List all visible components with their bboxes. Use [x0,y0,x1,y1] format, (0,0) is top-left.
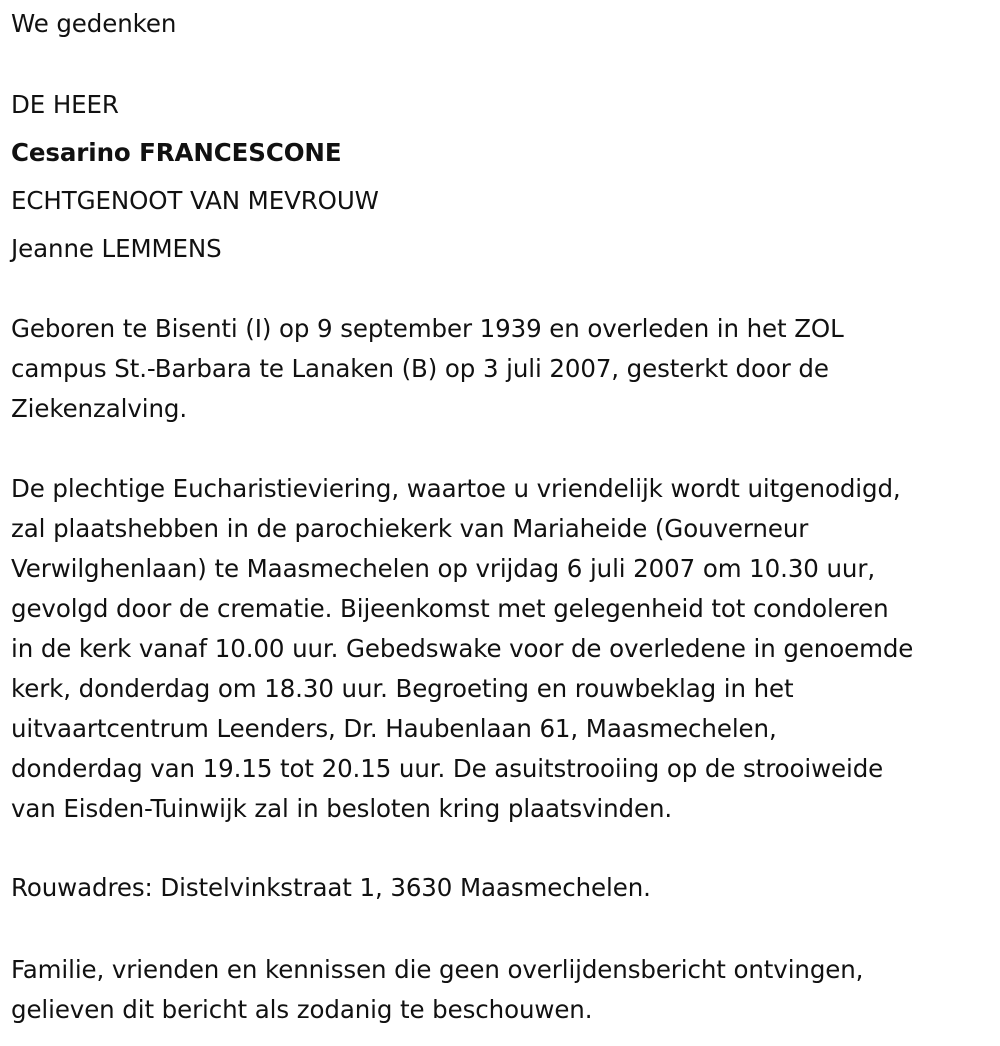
paragraph-line: Familie, vrienden en kennissen die geen overlijdensbericht ontvingen, [11,955,864,984]
address-paragraph [11,868,996,908]
paragraph-line: uitvaartcentrum Leenders, Dr. Haubenlaan 61, Maasmechelen, [11,714,777,743]
paragraph-line: kerk, donderdag om 18.30 uur. Begroeting en rouwbeklag in het [11,674,794,703]
paragraph-line: De plechtige Eucharistieviering, waartoe u vriendelijk wordt uitgenodigd, [11,474,901,503]
paragraph-line: gelieven dit bericht als zodanig te beschouwen. [11,995,593,1024]
paragraph-line: Geboren te Bisenti (I) op 9 september 1939 en overleden in het ZOL [11,314,844,343]
paragraph-line: in de kerk vanaf 10.00 uur. Gebedswake voor de overledene in genoemde [11,634,914,663]
mourning-address: Rouwadres: Distelvinkstraat 1, 3630 Maasmechelen. [11,873,651,902]
birth-death-paragraph [11,309,996,429]
honorific-title: DE HEER [11,90,119,119]
intro-text: We gedenken [11,9,177,38]
paragraph-line: campus St.-Barbara te Lanaken (B) op 3 juli 2007, gesterkt door de [11,354,829,383]
paragraph-line: zal plaatshebben in de parochiekerk van Mariaheide (Gouverneur [11,514,809,543]
paragraph-line: donderdag van 19.15 tot 20.15 uur. De asuitstrooiing op de strooiweide [11,754,884,783]
paragraph-line: gevolgd door de crematie. Bijeenkomst met gelegenheid tot condoleren [11,594,889,623]
paragraph-line: van Eisden-Tuinwijk zal in besloten kring plaatsvinden. [11,794,673,823]
spouse-title: ECHTGENOOT VAN MEVROUW [11,186,379,215]
ceremony-paragraph [11,469,996,829]
spouse-name: Jeanne LEMMENS [11,234,222,263]
paragraph-line: Verwilghenlaan) te Maasmechelen op vrijdag 6 juli 2007 om 10.30 uur, [11,554,876,583]
paragraph-line: Ziekenzalving. [11,394,188,423]
deceased-name: Cesarino FRANCESCONE [11,138,342,167]
closing-paragraph [11,950,996,1030]
